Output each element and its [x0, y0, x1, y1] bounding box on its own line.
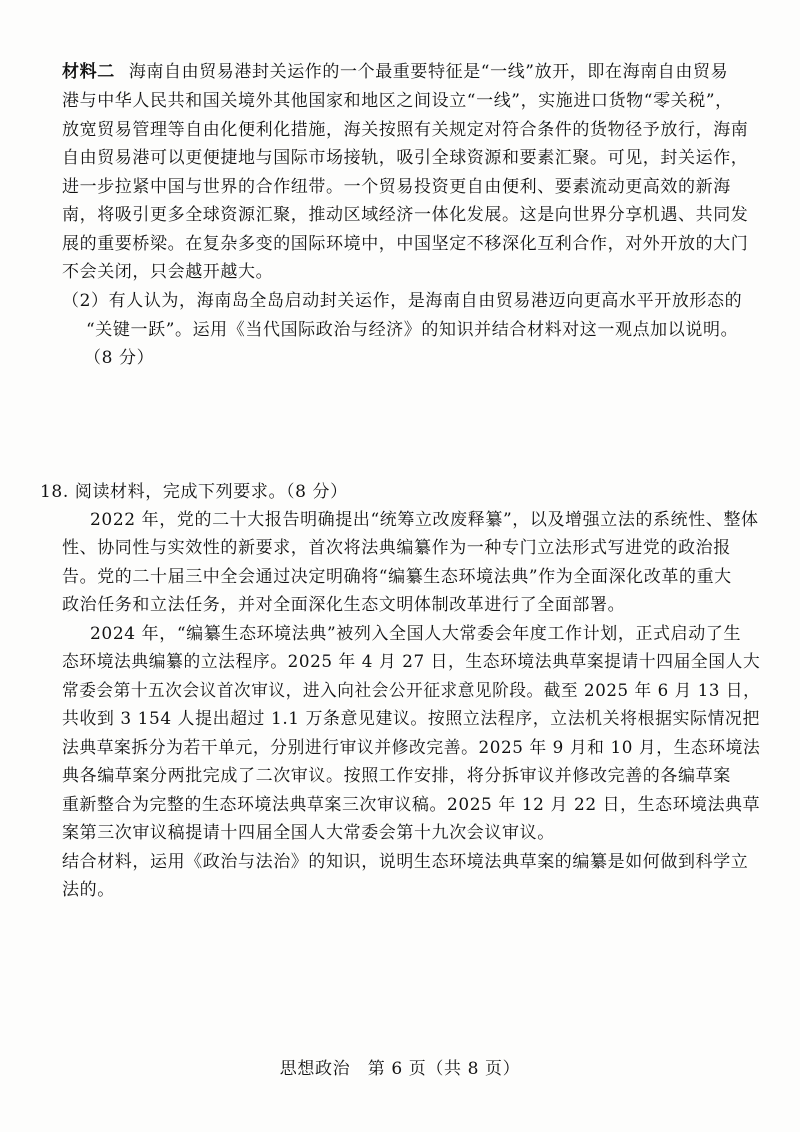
q18-p2-line-7: 重新整合为完整的生态环境法典草案三次审议稿。2025 年 12 月 22 日，生态环境法典草 [62, 795, 761, 815]
material2-line-2: 港与中华人民共和国关境外其他国家和地区之间设立“一线”，实施进口货物“零关税”， [62, 91, 733, 111]
q18-p2-line-4: 共收到 3 154 人提出超过 1.1 万条意见建议。按照立法程序，立法机关将根据实际情况把 [62, 709, 760, 729]
q18-task-line-2: 法的。 [62, 880, 115, 900]
material2-line-1 [62, 60, 728, 84]
q18-p2-line-3: 常委会第十五次会议首次审议，进入向社会公开征求意见阶段。截至 2025 年 6 月 13 日， [62, 681, 761, 701]
q18-p2-line-6: 典各编草案分两批完成了二次审议。按照工作安排，将分拆审议并修改完善的各编草案 [62, 766, 731, 786]
q18-p2-line-2: 态环境法典编纂的立法程序。2025 年 4 月 27 日，生态环境法典草案提请十四届全国人大 [62, 652, 761, 672]
material2-line-4: 自由贸易港可以更便捷地与国际市场接轨，吸引全球资源和要素汇聚。可见，封关运作， [62, 148, 749, 168]
q2-line-2: “关键一跃”。运用《当代国际政治与经济》的知识并结合材料对这一观点加以说明。 [86, 320, 739, 340]
material2-text-1: 海南自由贸易港封关运作的一个最重要特征是“一线”放开，即在海南自由贸易 [128, 62, 729, 82]
material2-line-7: 展的重要桥梁。在复杂多变的国际环境中，中国坚定不移深化互利合作，对外开放的大门 [62, 234, 749, 254]
q18-p1-line-3: 告。党的二十届三中全会通过决定明确将“编纂生态环境法典”作为全面深化改革的重大 [62, 567, 732, 587]
q18-p2-line-1: 2024 年，“编纂生态环境法典”被列入全国人大常委会年度工作计划，正式启动了生 [90, 624, 742, 644]
material2-line-5: 进一步拉紧中国与世界的合作纽带。一个贸易投资更自由便利、要素流动更高效的新海 [62, 177, 731, 197]
q18-p1-line-2: 性、协同性与实效性的新要求，首次将法典编纂作为一种专门立法形式写进党的政治报 [62, 538, 731, 558]
q18-p1-line-1: 2022 年，党的二十大报告明确提出“统筹立改废释纂”，以及增强立法的系统性、整体 [90, 510, 759, 530]
page-footer: 思想政治 第 6 页（共 8 页） [279, 1059, 521, 1079]
q18-p2-line-5: 法典草案拆分为若干单元，分别进行审议并修改完善。2025 年 9 月和 10 月，生态环境法 [62, 738, 761, 758]
q2-score: （8 分） [84, 348, 155, 368]
material2-line-6: 南，将吸引更多全球资源汇聚，推动区域经济一体化发展。这是向世界分享机遇、共同发 [62, 205, 749, 225]
q18-task-line-1: 结合材料，运用《政治与法治》的知识，说明生态环境法典草案的编纂是如何做到科学立 [62, 852, 749, 872]
material2-line-3: 放宽贸易管理等自由化便利化措施，海关按照有关规定对符合条件的货物径予放行，海南 [62, 120, 749, 140]
material2-label: 材料二 [62, 62, 115, 82]
material2-line-8: 不会关闭，只会越开越大。 [62, 262, 274, 282]
q2-line-1: （2）有人认为，海南岛全岛启动封关运作，是海南自由贸易港迈向更高水平开放形态的 [62, 291, 743, 311]
q18-p1-line-4: 政治任务和立法任务，并对全面深化生态文明体制改革进行了全面部署。 [62, 595, 626, 615]
q18-p2-line-8: 案第三次审议稿提请十四届全国人大常委会第十九次会议审议。 [62, 823, 555, 843]
q18-heading: 18. 阅读材料，完成下列要求。（8 分） [40, 482, 348, 502]
